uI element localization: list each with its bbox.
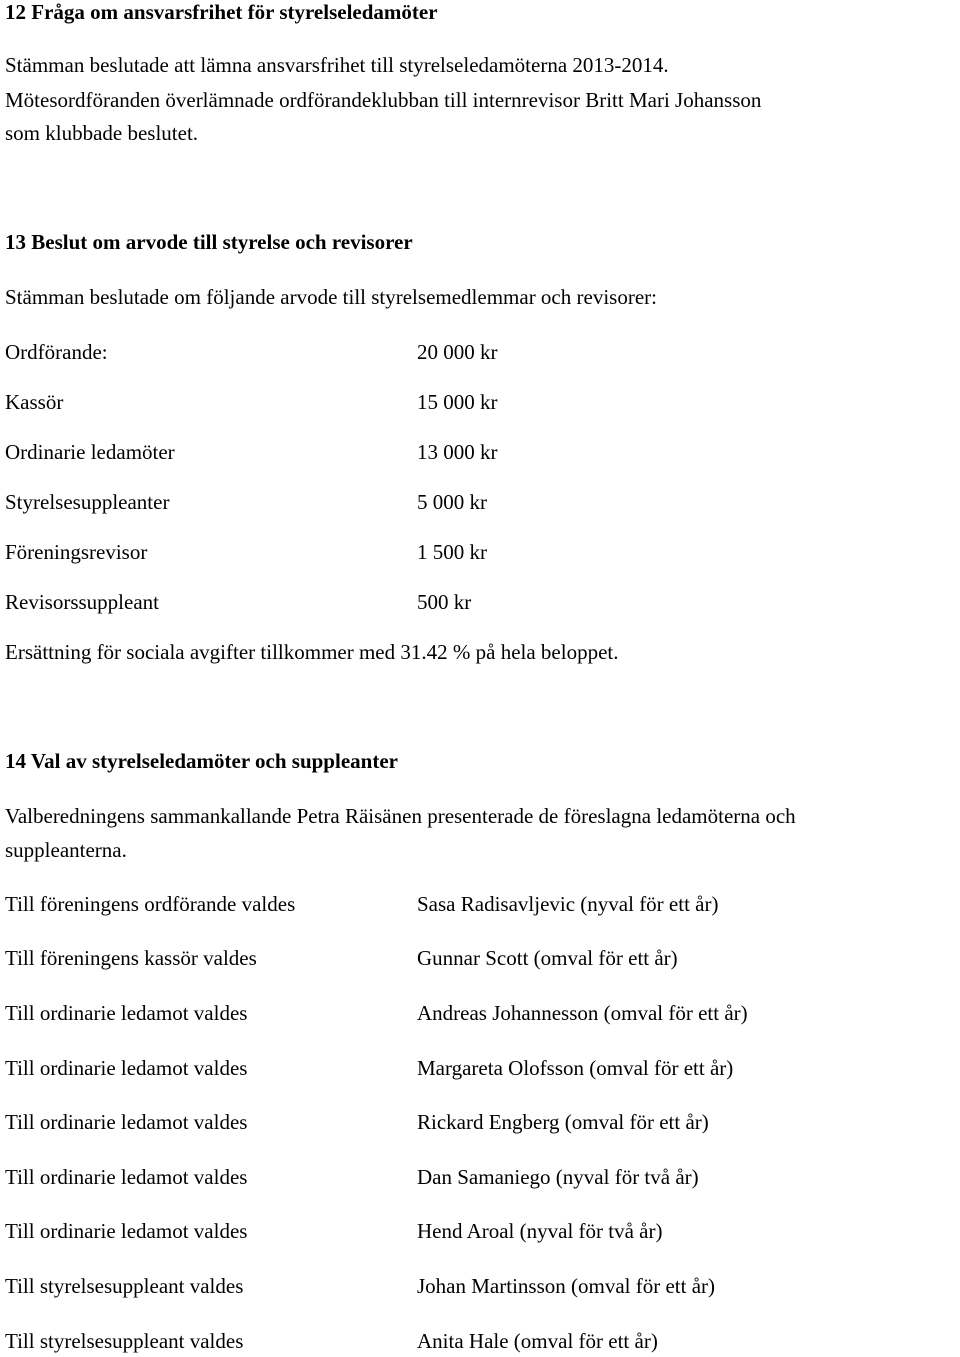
election-position: Till ordinarie ledamot valdes — [5, 1001, 248, 1025]
section-13-intro: Stämman beslutade om följande arvode till styrelsemedlemmar och revisorer: — [5, 285, 657, 309]
election-position: Till ordinarie ledamot valdes — [5, 1219, 248, 1243]
section-12-heading: 12 Fråga om ansvarsfrihet för styrelseledamöter — [5, 0, 438, 24]
fee-role: Revisorssuppleant — [5, 590, 159, 614]
election-person: Margareta Olofsson (omval för ett år) — [417, 1056, 734, 1080]
election-position: Till ordinarie ledamot valdes — [5, 1110, 248, 1134]
section-12-line-2: Mötesordföranden överlämnade ordförandeklubban till internrevisor Britt Mari Johansson — [5, 88, 762, 112]
election-position: Till ordinarie ledamot valdes — [5, 1056, 248, 1080]
election-person: Rickard Engberg (omval för ett år) — [417, 1110, 709, 1134]
election-position: Till ordinarie ledamot valdes — [5, 1165, 248, 1189]
section-14-intro-line-1: Valberedningens sammankallande Petra Räisänen presenterade de föreslagna ledamöterna och — [5, 804, 796, 828]
election-person: Hend Aroal (nyval för två år) — [417, 1219, 663, 1243]
fee-role: Styrelsesuppleanter — [5, 490, 170, 514]
election-position: Till styrelsesuppleant valdes — [5, 1274, 244, 1298]
fee-role: Ordförande: — [5, 340, 108, 364]
section-12-line-1: Stämman beslutade att lämna ansvarsfrihet till styrelseledamöterna 2013-2014. — [5, 53, 669, 77]
fee-role: Ordinarie ledamöter — [5, 440, 175, 464]
election-person: Andreas Johannesson (omval för ett år) — [417, 1001, 748, 1025]
fee-amount: 15 000 kr — [417, 390, 498, 414]
fee-amount: 5 000 kr — [417, 490, 487, 514]
section-14-intro-line-2: suppleanterna. — [5, 838, 127, 862]
section-13-note: Ersättning för sociala avgifter tillkommer med 31.42 % på hela beloppet. — [5, 640, 619, 664]
election-position: Till föreningens ordförande valdes — [5, 892, 296, 916]
election-person: Sasa Radisavljevic (nyval för ett år) — [417, 892, 719, 916]
section-12-line-3: som klubbade beslutet. — [5, 121, 199, 145]
section-13-heading: 13 Beslut om arvode till styrelse och revisorer — [5, 230, 413, 254]
election-position: Till föreningens kassör valdes — [5, 946, 257, 970]
election-person: Dan Samaniego (nyval för två år) — [417, 1165, 699, 1189]
fee-amount: 1 500 kr — [417, 540, 487, 564]
fee-amount: 20 000 kr — [417, 340, 498, 364]
section-14-heading: 14 Val av styrelseledamöter och suppleanter — [5, 749, 398, 773]
election-position: Till styrelsesuppleant valdes — [5, 1329, 244, 1353]
fee-amount: 500 kr — [417, 590, 472, 614]
fee-amount: 13 000 kr — [417, 440, 498, 464]
election-person: Johan Martinsson (omval för ett år) — [417, 1274, 716, 1298]
election-person: Anita Hale (omval för ett år) — [417, 1329, 658, 1353]
fee-role: Föreningsrevisor — [5, 540, 148, 564]
fee-role: Kassör — [5, 390, 64, 414]
election-person: Gunnar Scott (omval för ett år) — [417, 946, 678, 970]
